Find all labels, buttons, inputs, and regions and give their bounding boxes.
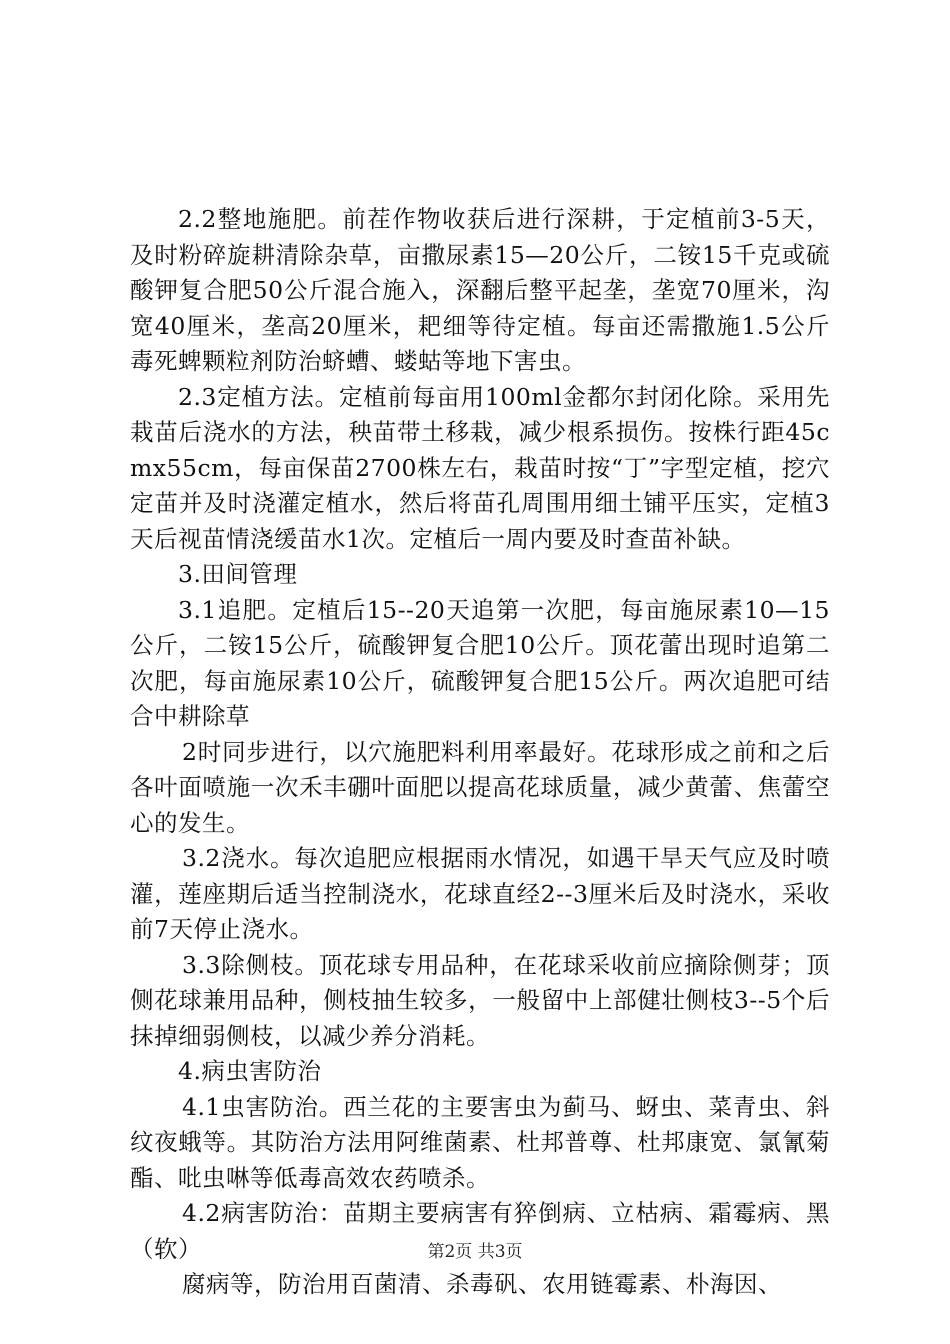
paragraph-continuation-disease: 腐病等，防治用百菌清、杀毒矾、农用链霉素、朴海因、 <box>182 1270 782 1298</box>
paragraph-3-1-top-dressing: 3.1追肥。定植后15--20天追第一次肥，每亩施尿素10—15公斤，二铵15公斤，硫酸钾复合肥10公斤。顶花蕾出现时追第二次肥，每亩施尿素10公斤，硫酸钾复合肥15公斤。两次追肥可结合中耕除草 <box>130 595 830 730</box>
paragraph-continuation-fertilizer: 2时同步进行，以穴施肥料利用率最好。花球形成之前和之后各叶面喷施一次禾丰硼叶面肥以提高花球质量，减少黄蕾、焦蕾空心的发生。 <box>130 737 830 837</box>
paragraph-3-2-watering: 3.2浇水。每次追肥应根据雨水情况，如遇干旱天气应及时喷灌，莲座期后适当控制浇水，花球直经2--3厘米后及时浇水，采收前7天停止浇水。 <box>130 844 830 943</box>
paragraph-2-3-planting-method: 2.3定植方法。定植前每亩用100ml金都尔封闭化除。采用先栽苗后浇水的方法，秧苗带土移栽，减少根系损伤。按株行距45cmx55cm，每亩保苗2700株左右，栽苗时按“丁”字型定植，挖穴定苗并及时浇灌定植水，然后将苗孔周围用细土铺平压实，定植3天后视苗情浇缓苗水1次。定植后一周内要及时查苗补缺。 <box>130 382 830 553</box>
paragraph-4-2-disease-control: 4.2病害防治：苗期主要病害有猝倒病、立枯病、霜霉病、黑（软） <box>130 1199 830 1263</box>
document-body <box>130 202 830 1303</box>
paragraph-4-1-insect-control: 4.1虫害防治。西兰花的主要害虫为蓟马、蚜虫、菜青虫、斜纹夜蛾等。其防治方法用阿维菌素、杜邦普尊、杜邦康宽、氯氰菊酯、吡虫啉等低毒高效农药喷杀。 <box>130 1092 830 1192</box>
paragraph-3-3-side-branches: 3.3除侧枝。顶花球专用品种，在花球采收前应摘除侧芽；顶侧花球兼用品种，侧枝抽生较多，一般留中上部健壮侧枝3--5个后抹掉细弱侧枝，以减少养分消耗。 <box>130 950 830 1050</box>
section-heading-field-management: 3.田间管理 <box>178 560 298 588</box>
section-heading-pest-control: 4.病虫害防治 <box>178 1057 322 1085</box>
paragraph-2-2-land-preparation: 2.2整地施肥。前茬作物收获后进行深耕，于定植前3-5天，及时粉碎旋耕清除杂草，亩撒尿素15—20公斤，二铵15千克或硫酸钾复合肥50公斤混合施入，深翻后整平起垄，垄宽70厘米，沟宽40厘米，垄高20厘米，耙细等待定植。每亩还需撒施1.5公斤毒死蜱颗粒剂防治蛴螬、蝼蛄等地下害虫。 <box>130 205 830 375</box>
page-number-footer: 第2页 共3页 <box>427 1242 523 1262</box>
